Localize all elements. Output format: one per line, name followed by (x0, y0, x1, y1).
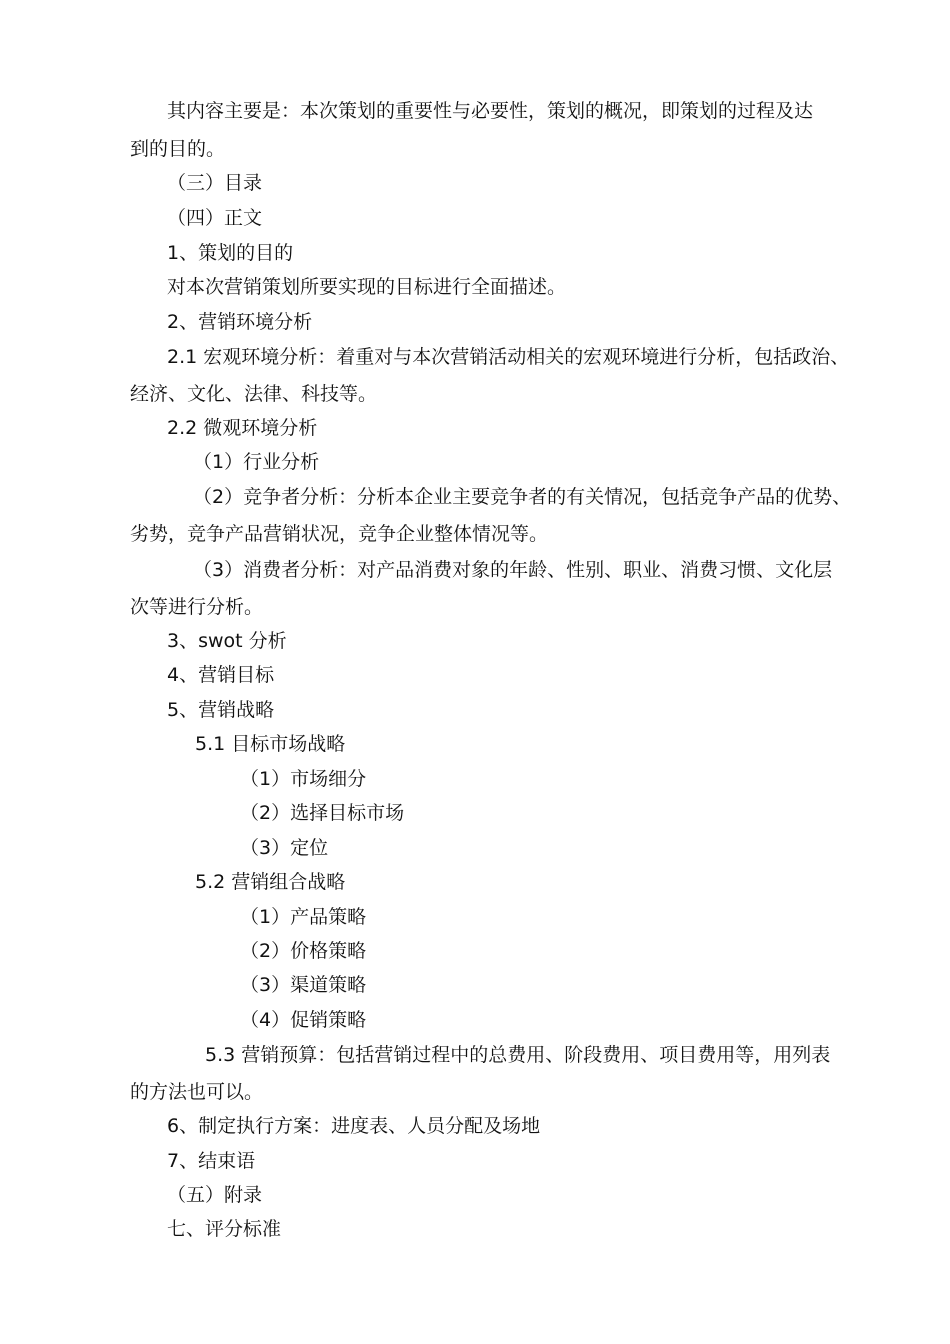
list-item: （1）产品策略 (240, 906, 367, 928)
list-item: 5.2 营销组合战略 (195, 871, 346, 893)
list-item: 5、营销战略 (167, 699, 275, 721)
text-line: （3）消费者分析：对产品消费对象的年龄、性别、职业、消费习惯、文化层 (193, 559, 833, 581)
list-item: 2、营销环境分析 (167, 311, 313, 333)
list-item: （4）促销策略 (240, 1009, 367, 1031)
list-item: （2）选择目标市场 (240, 802, 405, 824)
list-item: 1、策划的目的 (167, 242, 294, 264)
list-item: 7、结束语 (167, 1150, 256, 1172)
text-line: 经济、文化、法律、科技等。 (130, 383, 378, 405)
text-line: 次等进行分析。 (130, 596, 264, 618)
text-line: （2）竞争者分析：分析本企业主要竞争者的有关情况，包括竞争产品的优势、 (193, 486, 852, 508)
list-item: 2.2 微观环境分析 (167, 417, 318, 439)
list-item: （3）渠道策略 (240, 974, 367, 996)
list-item: 5.1 目标市场战略 (195, 733, 346, 755)
section-heading: （四）正文 (167, 207, 263, 229)
text-line: 的方法也可以。 (130, 1081, 264, 1103)
text-line: 2.1 宏观环境分析：着重对与本次营销活动相关的宏观环境进行分析，包括政治、 (167, 346, 850, 368)
list-item: （2）价格策略 (240, 940, 367, 962)
text-line: 到的目的。 (130, 138, 226, 160)
text-line: 5.3 营销预算：包括营销过程中的总费用、阶段费用、项目费用等，用列表 (205, 1044, 831, 1066)
list-item: （1）市场细分 (240, 768, 367, 790)
text-line: 对本次营销策划所要实现的目标进行全面描述。 (167, 276, 567, 298)
list-item: 3、swot 分析 (167, 630, 287, 652)
list-item: 6、制定执行方案：进度表、人员分配及场地 (167, 1115, 541, 1137)
list-item: 4、营销目标 (167, 664, 275, 686)
text-line: 其内容主要是：本次策划的重要性与必要性，策划的概况，即策划的过程及达 (167, 100, 814, 122)
text-line: 劣势，竞争产品营销状况，竞争企业整体情况等。 (130, 523, 549, 545)
section-heading: 七、评分标准 (167, 1218, 282, 1240)
list-item: （1）行业分析 (193, 451, 320, 473)
section-heading: （三）目录 (167, 172, 263, 194)
section-heading: （五）附录 (167, 1184, 263, 1206)
list-item: （3）定位 (240, 837, 329, 859)
